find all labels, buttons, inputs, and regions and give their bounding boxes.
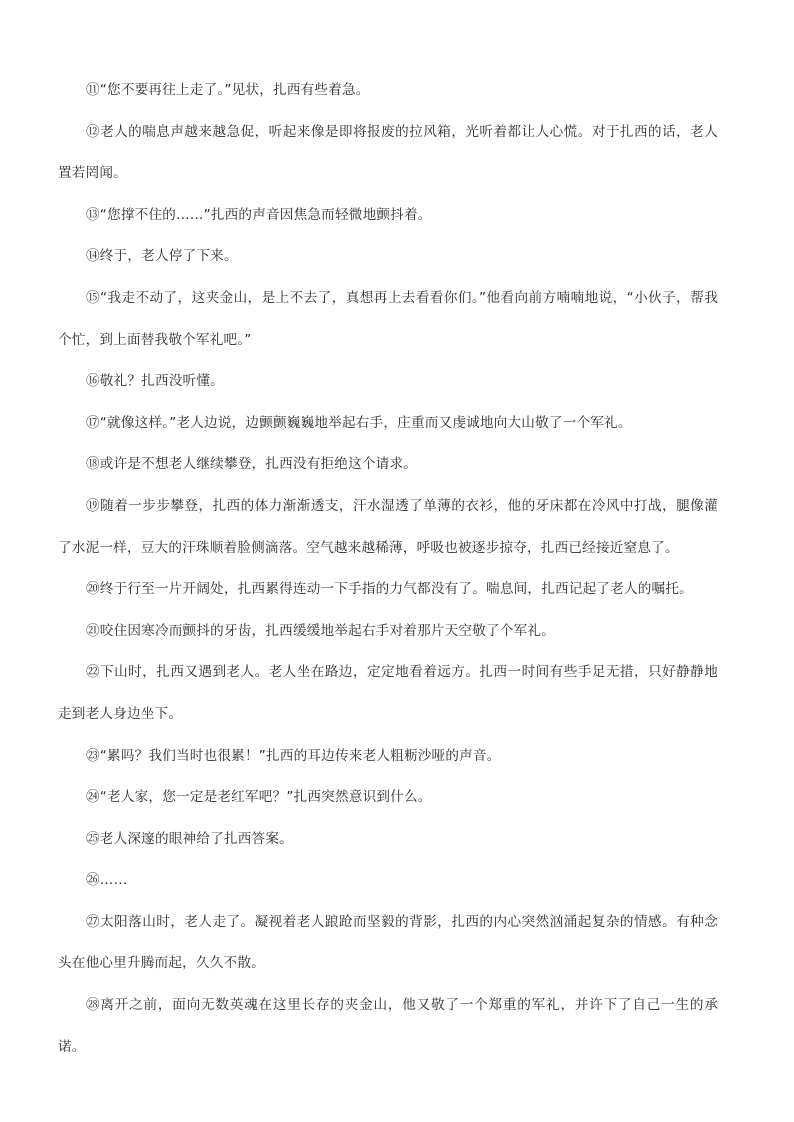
paragraph-number: ⑭ (86, 248, 100, 265)
paragraph-text: 老人的喘息声越来越急促，听起来像是即将报废的拉风箱，光听着都让人心慌。对于扎西的话，老人置若罔闻。 (58, 123, 719, 182)
paragraph-number: ⑬ (86, 206, 100, 223)
paragraph-text: 下山时，扎西又遇到老人。老人坐在路边，定定地看着远方。扎西一时间有些手足无措，只好静静地走到老人身边坐下。 (58, 664, 719, 722)
paragraph-13 (58, 195, 718, 237)
paragraph-text: 随着一步步攀登，扎西的体力渐渐透支，汗水湿透了单薄的衣衫，他的牙床都在冷风中打战，腿像灌了水泥一样，豆大的汗珠顺着脸侧滴落。空气越来越稀薄，呼吸也被逐步掠夺，扎西已经接近窒息了。 (58, 497, 719, 556)
paragraph-text: 终于，老人停了下来。 (99, 248, 238, 265)
paragraph-number: ⑯ (86, 373, 100, 390)
paragraph-text: 咬住因寒冷而颤抖的牙齿，扎西缓缓地举起右手对着那片天空敬了个军礼。 (99, 622, 555, 639)
paragraph-text: 敬礼？扎西没听懂。 (99, 373, 224, 390)
paragraph-number: ㉗ (86, 913, 101, 930)
paragraph-text: 离开之前，面向无数英魂在这里长存的夹金山，他又敬了一个郑重的军礼，并许下了自己一生的承诺。 (58, 997, 718, 1055)
paragraph-text: “就像这样。”老人边说，边颤颤巍巍地举起右手，庄重而又虔诚地向大山敬了一个军礼。 (99, 414, 632, 431)
paragraph-26 (58, 860, 718, 902)
paragraph-27 (58, 902, 718, 985)
paragraph-text: “您不要再往上走了。”见状，扎西有些着急。 (99, 82, 370, 98)
paragraph-22 (58, 652, 718, 735)
paragraph-19 (58, 486, 718, 569)
paragraph-15 (58, 278, 718, 361)
paragraph-14 (58, 236, 718, 278)
paragraph-number: ㉘ (86, 997, 101, 1014)
paragraph-number: ㉒ (86, 664, 101, 681)
paragraph-17 (58, 403, 718, 445)
paragraph-21 (58, 611, 718, 653)
paragraph-18 (58, 444, 718, 486)
paragraph-number: ⑮ (86, 289, 101, 306)
paragraph-number: ⑫ (86, 123, 101, 140)
paragraph-number: ⑳ (86, 581, 100, 598)
paragraph-text: “累吗？我们当时也很累！”扎西的耳边传来老人粗粝沙哑的声音。 (99, 747, 501, 764)
paragraph-28 (58, 985, 718, 1068)
paragraph-24 (58, 777, 718, 819)
paragraph-number: ㉓ (86, 747, 100, 764)
paragraph-text: …… (99, 872, 128, 889)
paragraph-text: 终于行至一片开阔处，扎西累得连动一下手指的力气都没有了。喘息间，扎西记起了老人的嘱托。 (99, 581, 693, 598)
paragraph-text: “老人家，您一定是老红军吧？”扎西突然意识到什么。 (99, 789, 432, 806)
paragraph-20 (58, 569, 718, 611)
paragraph-number: ⑲ (86, 497, 101, 514)
paragraph-number: ⑱ (86, 456, 100, 473)
paragraph-23 (58, 736, 718, 778)
paragraph-number: ⑪ (86, 82, 100, 98)
paragraph-number: ㉕ (86, 830, 100, 847)
paragraph-number: ㉖ (86, 872, 100, 889)
paragraph-12 (58, 112, 718, 195)
paragraph-number: ㉑ (86, 622, 100, 639)
paragraph-number: ㉔ (86, 789, 100, 806)
paragraph-text: 太阳落山时，老人走了。凝视着老人踉跄而坚毅的背影，扎西的内心突然汹涌起复杂的情感。有种念头在他心里升腾而起，久久不散。 (58, 913, 719, 972)
paragraph-text: “您撑不住的……”扎西的声音因焦急而轻微地颤抖着。 (99, 206, 432, 223)
paragraph-text: “我走不动了，这夹金山，是上不去了，真想再上去看看你们。”他看向前方喃喃地说，“小伙子，帮我个忙，到上面替我敬个军礼吧。” (58, 289, 718, 348)
paragraph-11 (58, 70, 718, 112)
paragraph-16 (58, 361, 718, 403)
paragraph-text: 或许是不想老人继续攀登，扎西没有拒绝这个请求。 (99, 456, 418, 473)
paragraph-25 (58, 819, 718, 861)
paragraph-text: 老人深邃的眼神给了扎西答案。 (99, 830, 293, 847)
paragraph-number: ⑰ (86, 414, 100, 431)
